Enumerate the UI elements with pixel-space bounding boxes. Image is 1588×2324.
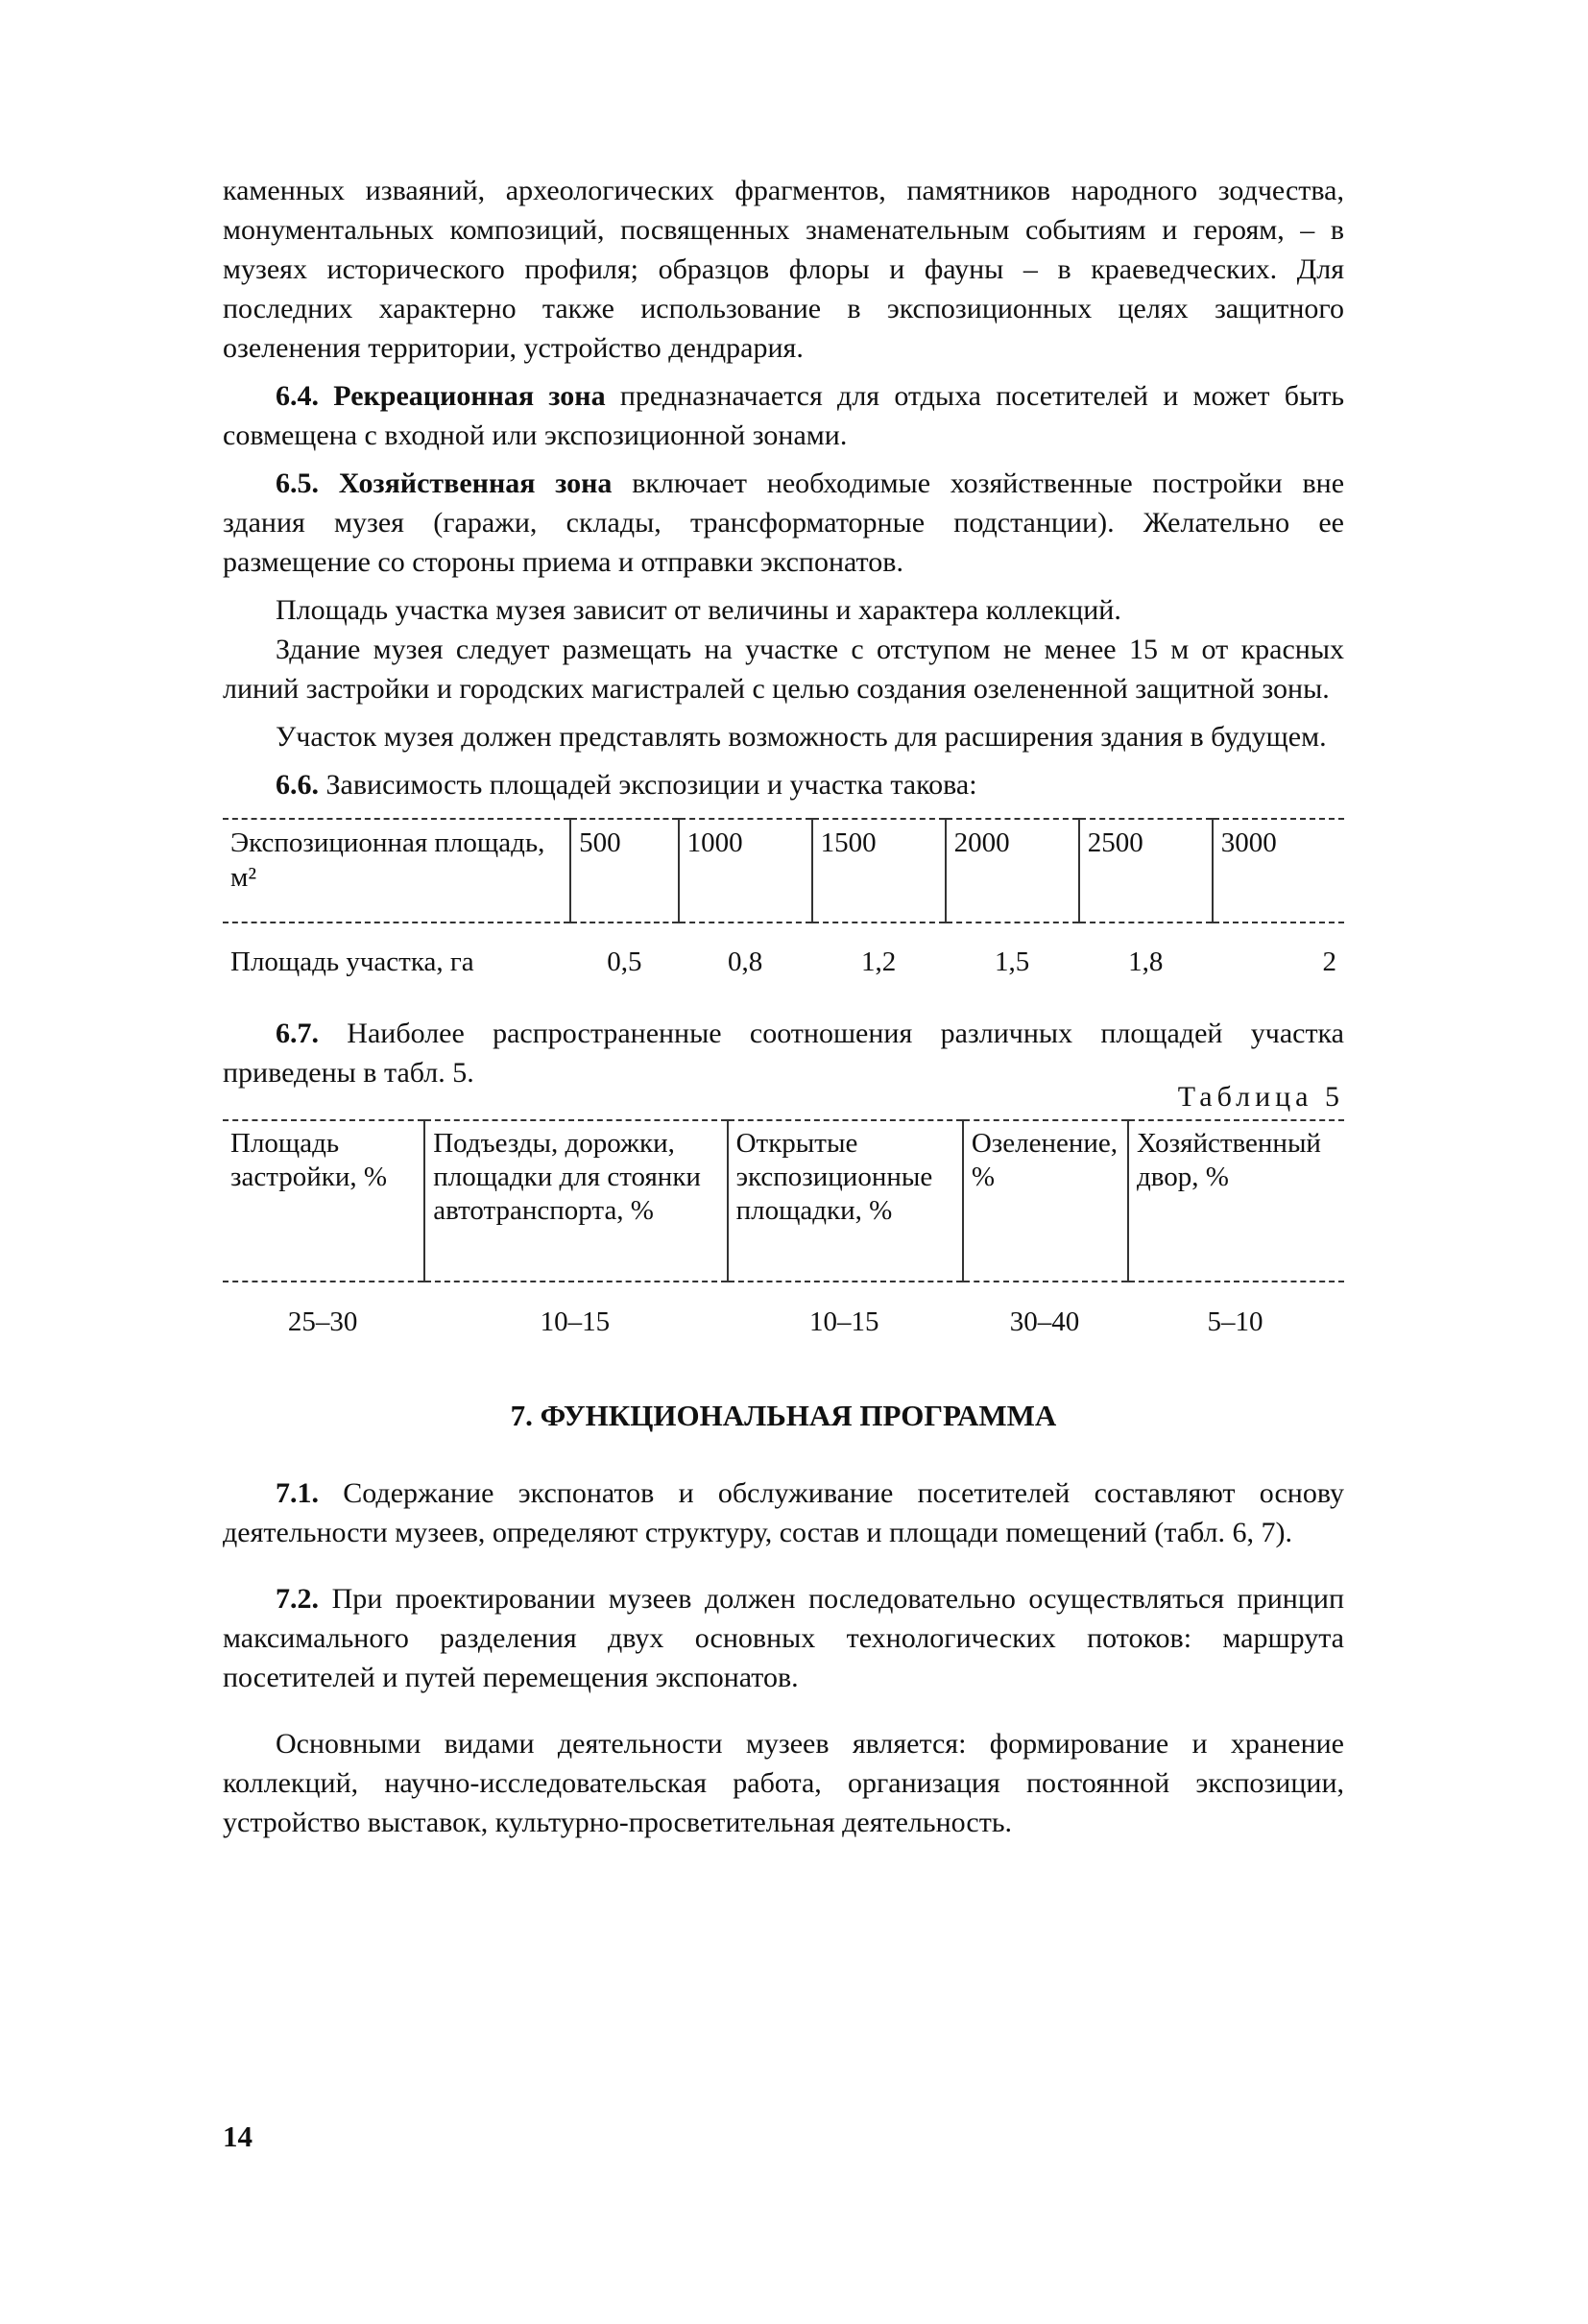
header-cell: 3000: [1213, 819, 1344, 922]
table-header-row: [223, 819, 1344, 922]
table-cell: 10–15: [808, 1306, 879, 1337]
paragraph-6-4: [223, 376, 1344, 455]
header-cell: Открытые экспозиционные площадки, %: [728, 1120, 963, 1282]
table-cell: 2: [1322, 946, 1336, 977]
paragraph-main-activities: Основными видами деятельности музеев является: формирование и хранение коллекций, научно-исследовательская работа, организация постоянной экспозиции, устройство выставок, культурно-просветительная деятельность.: [223, 1728, 1344, 1838]
document-page: [223, 171, 1344, 1842]
header-cell: Озеленение, %: [963, 1120, 1128, 1282]
paragraph-text: При проектировании музеев должен последовательно осуществляться принцип максимального разделения двух основных технологических потоков: маршрута посетителей и путей перемещения экспонатов.: [223, 1583, 1344, 1693]
header-cell: Экспозиционная площадь, м²: [223, 819, 570, 922]
table-cell: 30–40: [1009, 1306, 1080, 1337]
paragraph-site-area: Площадь участка музея зависит от величины и характера коллекций.: [276, 594, 1121, 626]
header-cell: Площадь застройки, %: [223, 1120, 424, 1282]
table-cell: 1,8: [1128, 946, 1164, 977]
paragraph-text: предназначается для отдыха посетителей и может быть совмещена с входной или экспозиционной зонами.: [223, 380, 1345, 451]
paragraph-6-5: [223, 464, 1344, 582]
header-cell: 1000: [679, 819, 812, 922]
paragraph-expansion: Участок музея должен представлять возможность для расширения здания в будущем.: [276, 721, 1327, 753]
section-heading: 7. ФУНКЦИОНАЛЬНАЯ ПРОГРАММА: [510, 1399, 1057, 1432]
paragraph-continuation: каменных изваяний, археологических фрагментов, памятников народного зодчества, монументальных композиций, посвященных знаменательным событиям и героям, – в музеях исторического профиля; образцов флоры и фауны – в краеведческих. Для последних характерно также использование в экспозиционных целях защитного озеленения территории, устройство дендрария.: [223, 175, 1344, 364]
paragraph-text: Зависимость площадей экспозиции и участка такова:: [325, 769, 977, 801]
header-cell: Хозяйственный двор, %: [1128, 1120, 1344, 1282]
paragraph-text: включает необходимые хозяйственные постройки вне здания музея (гаражи, склады, трансформаторные подстанции). Желательно ее размещение со стороны приема и отправки экспонатов.: [223, 467, 1345, 578]
paragraph-building-offset: Здание музея следует размещать на участке с отступом не менее 15 м от красных линий застройки и городских магистралей с целью создания озелененной защитной зоны.: [223, 634, 1344, 705]
table-cell: 1,2: [861, 946, 897, 977]
row-label: Площадь участка, га: [230, 946, 474, 977]
paragraph-7-1: [223, 1473, 1344, 1552]
clause-number: 6.4.: [276, 380, 319, 412]
term-recreation-zone: Рекреационная зона: [333, 380, 606, 412]
clause-number: 7.2.: [276, 1583, 319, 1615]
clause-number: 6.5.: [276, 467, 319, 499]
table-row: [223, 1282, 1344, 1349]
header-cell: 500: [570, 819, 679, 922]
header-cell: 2000: [946, 819, 1079, 922]
page-number: 14: [223, 2120, 253, 2153]
table-cell: 0,5: [607, 946, 642, 977]
table-5: [223, 1119, 1344, 1349]
paragraph-7-2: [223, 1579, 1344, 1697]
clause-number: 6.7.: [276, 1018, 319, 1049]
table-cell: 25–30: [287, 1306, 358, 1337]
clause-number: 7.1.: [276, 1477, 319, 1509]
table-cell: 5–10: [1207, 1306, 1263, 1337]
paragraph-text: Содержание экспонатов и обслуживание посетителей составляют основу деятельности музеев, определяют структуру, состав и площади помещений (табл. 6, 7).: [223, 1477, 1344, 1548]
clause-number: 6.6.: [276, 769, 319, 801]
paragraph-6-6: [223, 765, 1344, 804]
table-cell: 1,5: [995, 946, 1030, 977]
table-caption: Таблица 5: [1177, 1081, 1344, 1113]
paragraph-text: Наиболее распространенные соотношения различных площадей участка приведены в табл. 5.: [223, 1018, 1344, 1089]
header-cell: 2500: [1079, 819, 1213, 922]
table-row: [223, 922, 1344, 987]
table-header-row: [223, 1120, 1344, 1282]
table-cell: 10–15: [540, 1306, 611, 1337]
header-cell: Подъезды, дорожки, площадки для стоянки автотранспорта, %: [424, 1120, 727, 1282]
table-cell: 0,8: [727, 946, 763, 977]
term-utility-zone: Хозяйственная зона: [338, 467, 613, 499]
header-cell: 1500: [812, 819, 946, 922]
table-exposition-site: [223, 818, 1344, 987]
